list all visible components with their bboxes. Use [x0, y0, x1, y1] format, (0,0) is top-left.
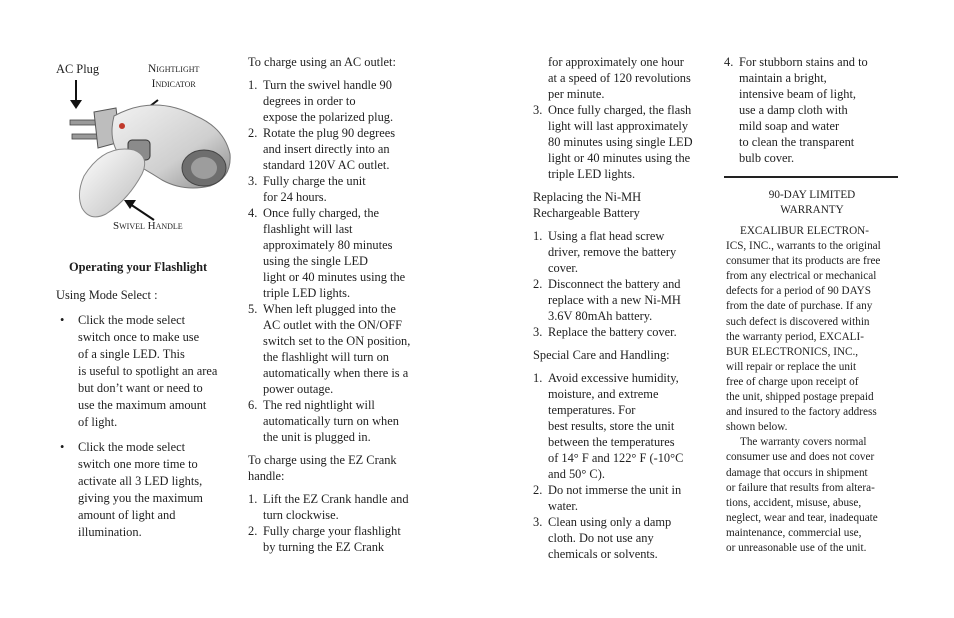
- bullet-line: use the maximum amount: [78, 398, 207, 412]
- heading-line: To charge using the EZ Crank: [248, 453, 397, 467]
- list-line: cloth. Do not use any: [548, 531, 654, 545]
- list-item: 2. Rotate the plug 90 degrees and insert directly into an standard 120V AC outlet.: [248, 125, 438, 173]
- list-line: moisture, and extreme: [548, 387, 659, 401]
- title-line: 90-DAY LIMITED: [768, 189, 856, 201]
- list-item: 1. Avoid excessive humidity, moisture, and extreme temperatures. For best results, store the unit between the temperatures of 14° F and 122° F (-10°C and 50° C).: [533, 370, 713, 482]
- list-line: Clean using only a damp: [548, 515, 672, 529]
- list-line: Using a flat head screw: [548, 229, 665, 243]
- list-line: Fully charge your flashlight: [263, 524, 401, 538]
- bullet-line: giving you the maximum: [78, 491, 203, 505]
- list-item: 1. Lift the EZ Crank handle and turn clockwise.: [248, 491, 438, 523]
- list-line: turn clockwise.: [263, 508, 339, 522]
- warranty-line: or failure that results from altera-: [726, 481, 875, 494]
- list-item: 2. Fully charge your flashlight by turning the EZ Crank: [248, 523, 438, 555]
- warranty-line: BUR ELECTRONICS, INC.,: [726, 345, 859, 358]
- list-line: maintain a bright,: [739, 71, 827, 85]
- title-line: WARRANTY: [780, 204, 844, 217]
- nightlight-led: [119, 123, 125, 129]
- list-line: Avoid excessive humidity,: [548, 371, 679, 385]
- warranty-title: [724, 188, 900, 218]
- warranty-line: ICS, INC., warrants to the original: [726, 240, 881, 253]
- list-line: power outage.: [263, 382, 334, 396]
- warranty-line: free of charge upon receipt of: [726, 375, 859, 388]
- warranty-line: EXCALIBUR ELECTRON-: [740, 225, 869, 237]
- ac-charge-heading: To charge using an AC outlet:: [248, 55, 396, 69]
- warranty-line: neglect, wear and tear, inadequate: [726, 511, 878, 524]
- list-line: The red nightlight will: [263, 398, 375, 412]
- bullet-line: of a single LED. This: [78, 347, 185, 361]
- heading-line: Replacing the Ni-MH: [533, 190, 642, 204]
- warranty-line: defects for a period of 90 DAYS: [726, 285, 871, 298]
- list-line: mild soap and water: [739, 119, 840, 133]
- list-item: 3. Once fully charged, the flash light will last approximately 80 minutes using single LED light or 40 minutes using the triple LED lights.: [533, 102, 713, 182]
- list-line: approximately 80 minutes: [263, 238, 393, 252]
- bullet-line: switch one more time to: [78, 457, 198, 471]
- bullet-line: of light.: [78, 415, 118, 429]
- bullet-line: but don’t want or need to: [78, 381, 203, 395]
- list-line: to clean the transparent: [739, 135, 855, 149]
- warranty-column: [724, 54, 902, 166]
- operating-heading: Operating your Flashlight: [69, 260, 208, 274]
- lens-inner: [191, 157, 217, 179]
- bullet-line: Click the mode select: [78, 313, 186, 327]
- list-item: 6. The red nightlight will automatically turn on when the unit is plugged in.: [248, 397, 438, 445]
- nightlight-label-line: Nightlight: [148, 63, 200, 75]
- list-line: light or 40 minutes using the: [548, 151, 691, 165]
- ac-plug-arrow: [70, 80, 82, 109]
- list-line: expose the polarized plug.: [263, 110, 394, 124]
- bullet-line: illumination.: [78, 525, 142, 539]
- list-line: of 14° F and 122° F (-10°C: [548, 451, 684, 465]
- plug-prong: [72, 134, 98, 139]
- list-line: intensive beam of light,: [739, 87, 856, 101]
- list-line: water.: [548, 499, 578, 513]
- bullet-line: is useful to spotlight an area: [78, 364, 218, 378]
- list-line: bulb cover.: [739, 151, 795, 165]
- heading-line: handle:: [248, 469, 285, 483]
- list-line: between the temperatures: [548, 435, 675, 449]
- list-line: automatically when there is a: [263, 366, 409, 380]
- ac-plug-label: AC Plug: [56, 62, 100, 76]
- list-line: Fully charge the unit: [263, 174, 366, 188]
- care-steps: [533, 370, 713, 562]
- list-line: 80 minutes using single LED: [548, 135, 693, 149]
- plug-prong: [70, 120, 96, 125]
- mode-bullet: [60, 439, 203, 541]
- list-line: the unit is plugged in.: [263, 430, 371, 444]
- swivel-handle-label: Swivel Handle: [113, 220, 183, 232]
- mode-select-intro: Using Mode Select :: [56, 288, 158, 302]
- list-line: standard 120V AC outlet.: [263, 158, 390, 172]
- list-line: Lift the EZ Crank handle and: [263, 492, 409, 506]
- bullet-dot: •: [60, 313, 65, 327]
- ac-charge-steps: [248, 77, 438, 445]
- charging-column: [248, 54, 438, 555]
- warranty-line: or unreasonable use of the unit.: [726, 541, 867, 554]
- crank-step-3: [533, 102, 713, 182]
- section-divider: [724, 176, 898, 178]
- list-line: and 50° C).: [548, 467, 605, 481]
- warranty-line: tions, accident, misuse, abuse,: [726, 496, 862, 509]
- list-line: triple LED lights.: [548, 167, 636, 181]
- warranty-line: and insured to the factory address: [726, 406, 877, 419]
- list-item: 1. Using a flat head screw driver, remove the battery cover.: [533, 228, 713, 276]
- list-item: 3. Clean using only a damp cloth. Do not use any chemicals or solvents.: [533, 514, 713, 562]
- list-line: Do not immerse the unit in: [548, 483, 682, 497]
- list-line: for 24 hours.: [263, 190, 327, 204]
- list-item: 2. Do not immerse the unit in water.: [533, 482, 713, 514]
- crank-step-continued: [533, 54, 713, 102]
- list-line: degrees in order to: [263, 94, 356, 108]
- list-line: Disconnect the battery and: [548, 277, 681, 291]
- list-line: and insert directly into an: [263, 142, 390, 156]
- list-line: light will last approximately: [548, 119, 689, 133]
- list-line: best results, store the unit: [548, 419, 675, 433]
- warranty-line: The warranty covers normal: [740, 436, 867, 449]
- list-item: 4. Once fully charged, the flashlight will last approximately 80 minutes using the single LED light or 40 minutes using the triple LED lights.: [248, 205, 438, 301]
- list-line: replace with a new Ni-MH: [548, 293, 681, 307]
- list-line: Turn the swivel handle 90: [263, 78, 392, 92]
- battery-steps: [533, 228, 713, 340]
- warranty-line: from any electrical or mechanical: [726, 270, 877, 283]
- warranty-line: damage that occurs in shipment: [726, 466, 868, 479]
- care-step-4: [724, 54, 902, 166]
- list-line: per minute.: [548, 87, 605, 101]
- warranty-line: such defect is discovered within: [726, 315, 870, 328]
- bullet-line: Click the mode select: [78, 440, 186, 454]
- bullet-line: amount of light and: [78, 508, 176, 522]
- crank-charge-heading: [248, 452, 438, 484]
- list-line: For stubborn stains and to: [739, 55, 868, 69]
- list-line: When left plugged into the: [263, 302, 396, 316]
- list-line: chemicals or solvents.: [548, 547, 658, 561]
- list-item: 5. When left plugged into the AC outlet with the ON/OFF switch set to the ON position, the flashlight will turn on automatically when there is a power outage.: [248, 301, 438, 397]
- list-item: 3. Replace the battery cover.: [533, 324, 713, 340]
- list-line: triple LED lights.: [263, 286, 351, 300]
- warranty-line: maintenance, commercial use,: [726, 526, 862, 539]
- warranty-line: consumer that its products are free: [726, 255, 881, 268]
- list-item: 1. Turn the swivel handle 90 degrees in order to expose the polarized plug.: [248, 77, 438, 125]
- mode-bullet: [60, 312, 218, 431]
- list-line: use a damp cloth with: [739, 103, 848, 117]
- list-item: 4. For stubborn stains and to maintain a bright, intensive beam of light, use a damp cloth with mild soap and water to clean the transparent bulb cover.: [724, 54, 902, 166]
- bullet-line: switch once to make use: [78, 330, 200, 344]
- battery-care-column: [533, 54, 713, 562]
- list-line: light or 40 minutes using the: [263, 270, 406, 284]
- warranty-body: [726, 224, 904, 556]
- warranty-line: shown below.: [726, 421, 788, 434]
- list-line: Once fully charged, the: [263, 206, 380, 220]
- list-line: for approximately one hour: [548, 55, 684, 69]
- list-item: 3. Fully charge the unit for 24 hours.: [248, 173, 438, 205]
- list-line: Replace the battery cover.: [548, 325, 677, 339]
- list-line: AC outlet with the ON/OFF: [263, 318, 403, 332]
- list-line: automatically turn on when: [263, 414, 399, 428]
- list-line: switch set to the ON position,: [263, 334, 411, 348]
- heading-line: Rechargeable Battery: [533, 206, 640, 220]
- list-line: cover.: [548, 261, 578, 275]
- nightlight-label-line: Indicator: [151, 78, 196, 90]
- list-line: by turning the EZ Crank: [263, 540, 385, 554]
- list-line: using the single LED: [263, 254, 368, 268]
- crank-charge-steps: [248, 491, 438, 555]
- list-line: Once fully charged, the flash: [548, 103, 692, 117]
- bullet-dot: •: [60, 440, 65, 454]
- warranty-line: will repair or replace the unit: [726, 360, 857, 373]
- battery-heading: [533, 189, 713, 221]
- list-line: Rotate the plug 90 degrees: [263, 126, 396, 140]
- care-heading: Special Care and Handling:: [533, 348, 670, 362]
- bullet-line: activate all 3 LED lights,: [78, 474, 203, 488]
- warranty-line: consumer use and does not cover: [726, 451, 875, 464]
- list-line: the flashlight will turn on: [263, 350, 389, 364]
- swivel-arrow: [124, 200, 154, 220]
- list-line: flashlight will last: [263, 222, 353, 236]
- list-item: 2. Disconnect the battery and replace with a new Ni-MH 3.6V 80mAh battery.: [533, 276, 713, 324]
- list-line: driver, remove the battery: [548, 245, 677, 259]
- list-line: 3.6V 80mAh battery.: [548, 309, 653, 323]
- list-line: temperatures. For: [548, 403, 636, 417]
- list-line: at a speed of 120 revolutions: [548, 71, 691, 85]
- warranty-line: the warranty period, EXCALI-: [726, 330, 864, 343]
- warranty-line: from the date of purchase. If any: [726, 300, 873, 313]
- warranty-line: the unit, shipped postage prepaid: [726, 391, 874, 404]
- flashlight-illustration: [54, 76, 240, 226]
